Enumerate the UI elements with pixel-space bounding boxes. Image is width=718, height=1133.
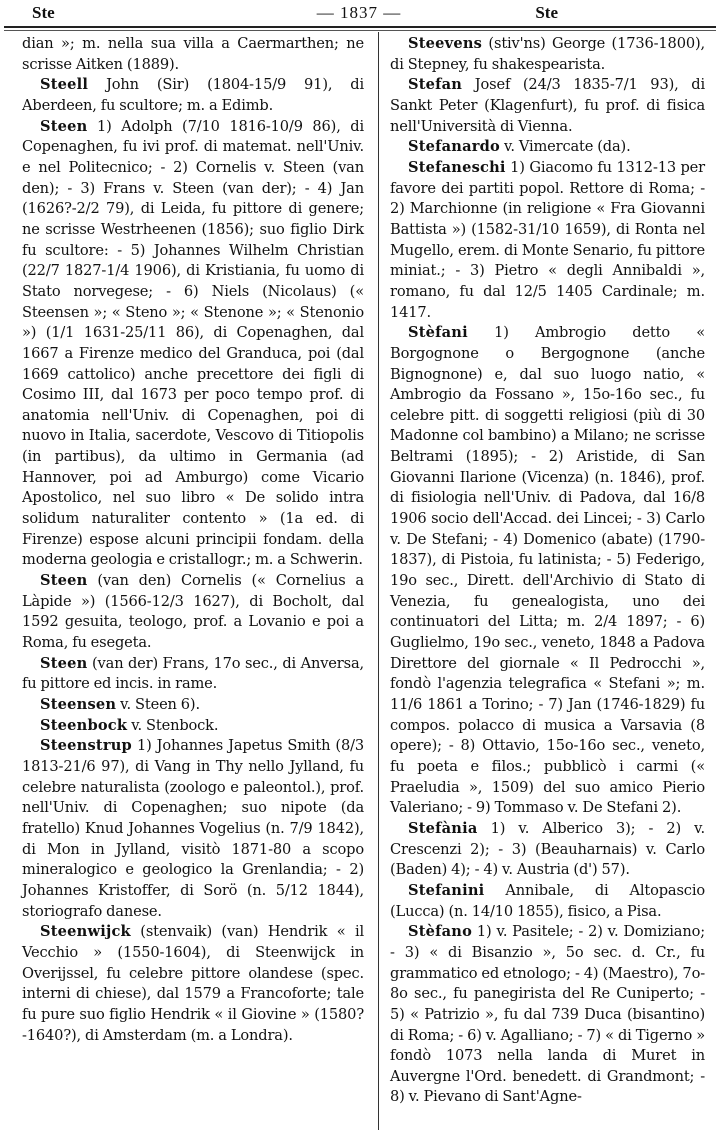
- entry-text: Annibale, di Altopascio (Lucca) (n. 14/10 1855), fisico, a Pisa.: [390, 881, 705, 920]
- page-header: [0, 0, 718, 26]
- entry-text: v. Stenbock.: [127, 716, 219, 734]
- entry-headword: Steenwijck: [40, 923, 131, 941]
- entry-text: Josef (24/3 1835-7/1 93), di Sankt Peter (Klagenfurt), fu prof. di fisica nell'Università di Vienna.: [390, 76, 705, 135]
- entry: [22, 716, 364, 737]
- header-right-guide-word: Ste: [535, 3, 558, 22]
- entry-text: dian »; m. nella sua villa a Caermarthen; ne scrisse Aitken (1889).: [22, 35, 364, 73]
- entry: [390, 137, 705, 158]
- entry: [22, 695, 364, 716]
- entry: [390, 819, 705, 881]
- entry: [390, 75, 705, 137]
- entry: [390, 922, 705, 1108]
- entry: [22, 654, 364, 695]
- entry-text: 1) Ambrogio detto « Borgognone o Bergognone (anche Bignognone) e, dal suo luogo natio, « Ambrogio da Fossano », 15o-16o sec., fu celebre pitt. di soggetti religiosi (più di 30 Madonne col bambino) a Milano; ne scrisse Beltrami (1895); - 2) Aristide, di San Giovanni Ilarione (Vicenza) (n. 1846), prof. di fisiologia nell'Univ. di Padova, dal 16/8 1906 socio dell'Accad. dei Lincei; - 3) Carlo v. De Stefani; - 4) Domenico (abate) (1790-1837), di Pistoia, fu latinista; - 5) Federigo, 19o sec., Dirett. dell'Archivio di Stato di Venezia, fu genealogista, uno dei continuatori del Litta; m. 2/4 1897; - 6) Guglielmo, 19o sec., veneto, 1848 a Padova Direttore del giornale « Il Pedrocchi », fondò l'agenzia telegrafica « Stefani »; m. 11/6 1861 a Torino; - 7) Jan (1746-1829) fu compos. polacco di musica a Varsavia (8 opere); - 8) Ottavio, 15o-16o sec., veneto, fu poeta e filos.; pubblicò i carmi (« Praeludia », 1509) del suo amico Pierio Valeriano; - 9) Tommaso v. De Stefani 2).: [390, 324, 705, 817]
- entry-text: John (Sir) (1804-15/9 91), di Aberdeen, fu scultore; m. a Edimb.: [22, 76, 364, 114]
- entry-headword: Steen: [40, 117, 88, 135]
- entry: [22, 75, 364, 116]
- entry-headword: Steevens: [408, 35, 483, 52]
- entry-headword: Steenbock: [40, 716, 128, 734]
- entry: [22, 117, 364, 571]
- entry: [22, 736, 364, 922]
- entry: [22, 922, 364, 1046]
- entry-text: (van der) Frans, 17o sec., di Anversa, fu pittore ed incis. in rame.: [22, 654, 364, 693]
- header-left-guide-word: Ste: [32, 3, 55, 22]
- entry-headword: Steenstrup: [40, 737, 132, 755]
- entry-headword: Steensen: [40, 696, 117, 713]
- header-rule: [4, 26, 716, 28]
- entry-text: (van den) Cornelis (« Cornelius a Làpide ») (1566-12/3 1627), di Bocholt, dal 1592 gesuita, teologo, prof. a Lovanio e poi a Roma, fu esegeta.: [22, 572, 364, 652]
- entry-text: 1) Giacomo fu 1312-13 per favore dei partiti popol. Rettore di Roma; - 2) Marchionne (in religione « Fra Giovanni Battista ») (1582-31/10 1659), di Ronta nel Mugello, erem. di Monte Senario, fu pittore miniat.; - 3) Pietro « degli Annibaldi », romano, fu dal 12/5 1405 Cardinale; m. 1417.: [390, 158, 705, 321]
- header-rule-thin: [4, 30, 716, 31]
- entry-text: 1) Adolph (7/10 1816-10/9 86), di Copenaghen, fu ivi prof. di matemat. nell'Univ. e nel Politecnico; - 2) Cornelis v. Steen (van den); - 3) Frans v. Steen (van der); - 4) Jan (1626?-2/2 79), di Leida, fu pittore di genere; ne scrisse Westrheenen (1856); suo figlio Dirk fu scultore: - 5) Johannes Wilhelm Christian (22/7 1827-1/4 1906), di Kristiania, fu uomo di Stato norvegese; - 6) Niels (Nicolaus) (« Steensen »; « Steno »; « Stenone »; « Stenonio ») (1/1 1631-25/11 86), di Copenaghen, dal 1667 a Firenze medico del Granduca, poi (dal 1669 cattolico) anche precettore dei figli di Cosimo III, dal 1673 per poco tempo prof. di anatomia nell'Univ. di Copenaghen, poi di nuovo in Italia, sacerdote, Vescovo di Titiopolis (in partibus), da ultimo in Germania (ad Hannover, poi ad Amburgo) come Vicario Apostolico, nel suo libro « De solido intra solidum naturaliter contento » (1a ed. di Firenze) espose alcuni principii fondam. della moderna geologia e cristallogr.; m. a Schwerin.: [22, 117, 364, 569]
- column-separator: [378, 32, 379, 1130]
- entry: [22, 571, 364, 654]
- entry-text: v. Steen 6).: [116, 696, 200, 713]
- entry: [390, 881, 705, 922]
- entry: [390, 323, 705, 819]
- entry: [390, 158, 705, 323]
- entry-headword: Stèfano: [408, 923, 473, 941]
- entry-text: v. Vimercate (da).: [500, 138, 631, 156]
- entry-headword: Steen: [40, 572, 88, 590]
- left-column: [22, 34, 364, 1046]
- right-column: [390, 34, 705, 1108]
- entry-text: (stiv'ns) George (1736-1800), di Stepney, fu shakespearista.: [390, 35, 705, 73]
- entry-text: 1) Johannes Japetus Smith (8/3 1813-21/6 97), di Vang in Thy nello Jylland, fu celebre naturalista (zoologo e paleontol.), prof. nell'Univ. di Copenaghen; suo nipote (da fratello) Knud Johannes Vogelius (n. 7/9 1842), di Mon in Jylland, visitò 1871-80 a scopo mineralogico e geologico la Grenlandia; - 2) Johannes Kristoffer, di Sorö (n. 5/12 1844), storiografo danese.: [22, 737, 364, 920]
- entry-headword: Stefaneschi: [408, 158, 506, 176]
- entry-text: 1) v. Pasitele; - 2) v. Domiziano; - 3) « di Bisanzio », 5o sec. d. Cr., fu grammatico ed etnologo; - 4) (Maestro), 7o-8o sec., fu panegirista del Re Cuniperto; - 5) « Patrizio », fu dal 739 Duca (bisantino) di Roma; - 6) v. Agalliano; - 7) « di Tigerno » fondò 1073 nella landa di Muret in Auvergne l'Ord. benedett. di Grandmont; - 8) v. Pievano di Sant'Agne-: [390, 923, 705, 1106]
- page-number: — 1837 —: [316, 3, 402, 22]
- entry: [22, 34, 364, 75]
- entry-headword: Stefanardo: [408, 138, 500, 156]
- entry-headword: Stefanini: [408, 881, 485, 899]
- entry-headword: Stefan: [408, 76, 463, 94]
- entry-headword: Steell: [40, 76, 89, 94]
- entry: [390, 34, 705, 75]
- entry-text: (stenvaik) (van) Hendrik « il Vecchio » (1550-1604), di Steenwijck in Overijssel, fu celebre pittore olandese (spec. interni di chiese), dal 1579 a Francoforte; tale fu pure suo figlio Hendrik « il Giovine » (1580?-1640?), di Amsterdam (m. a Londra).: [22, 923, 364, 1044]
- entry-text: 1) v. Alberico 3); - 2) v. Crescenzi 2); - 3) (Beauharnais) v. Carlo (Baden) 4); - 4) v. Austria (d') 57).: [390, 819, 705, 879]
- entry-headword: Stèfani: [408, 324, 468, 342]
- entry-headword: Stefània: [408, 819, 478, 837]
- entry-headword: Steen: [40, 654, 88, 672]
